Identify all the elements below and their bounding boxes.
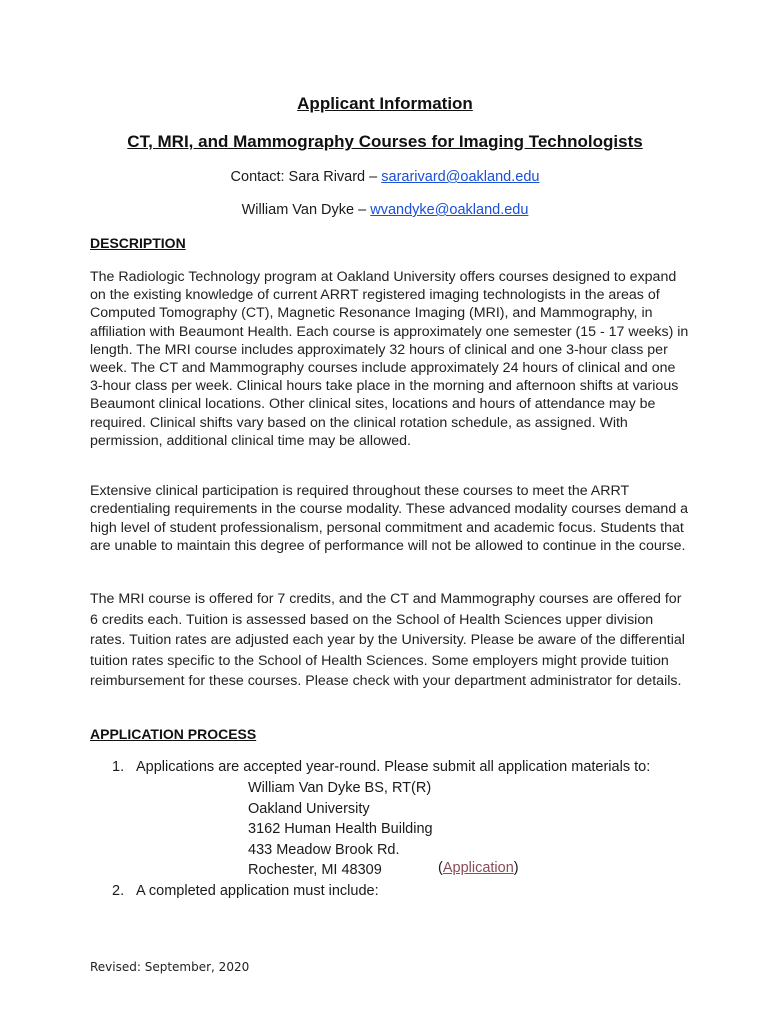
address-city: Rochester, MI 48309 bbox=[248, 862, 382, 879]
application-link[interactable]: Application bbox=[442, 860, 514, 876]
list-item bbox=[112, 759, 650, 775]
page-title: Applicant Information bbox=[297, 94, 473, 113]
address-building: 3162 Human Health Building bbox=[248, 821, 433, 838]
address-name: William Van Dyke BS, RT(R) bbox=[248, 780, 432, 796]
address-street: 433 Meadow Brook Rd. bbox=[248, 841, 400, 858]
description-paragraph-1: The Radiologic Technology program at Oakland University offers courses designed to expand on the existing knowledge of current ARRT registered imaging technologists in the areas of Computed Tomography (CT), Magnetic Resonance Imaging (MRI), and Mammography, in affiliation with Beaumont Health. Each course is approximately one semester (15 - 17 weeks) in length. The MRI course includes approximately 32 hours of clinical and one 3-hour class per week. The CT and Mammography courses include approximately 24 hours of clinical and one 3-hour class per week. Clinical hours take place in the morning and afternoon shifts at various Beaumont clinical locations. Other clinical sites, locations and hours of attendance may be required. Clinical shifts vary based on the clinical rotation schedule, as assigned. With permission, additional clinical time may be allowed. bbox=[90, 269, 689, 449]
list-item-number: 1. bbox=[112, 759, 125, 775]
application-process-heading: APPLICATION PROCESS bbox=[90, 726, 257, 742]
page-subtitle: CT, MRI, and Mammography Courses for Imaging Technologists bbox=[127, 132, 643, 151]
contact-line-1-label: Contact: Sara Rivard – bbox=[230, 169, 382, 185]
application-link-close-paren: ) bbox=[513, 860, 519, 876]
list-item bbox=[112, 883, 379, 899]
address-organization: Oakland University bbox=[248, 800, 370, 817]
description-paragraph-2: Extensive clinical participation is required throughout these courses to meet the ARRT credentialing requirements in the course modality. These advanced modality courses demand a high level of student professionalism, personal commitment and academic focus. Students that are unable to maintain this degree of performance will not be allowed to continue in the course. bbox=[90, 483, 689, 554]
revision-footer: Revised: September, 2020 bbox=[90, 960, 250, 974]
description-heading: DESCRIPTION bbox=[90, 235, 186, 251]
application-link-open-paren: ( bbox=[438, 860, 443, 876]
email-link-william-van-dyke[interactable]: wvandyke@oakland.edu bbox=[370, 202, 529, 218]
email-link-sara-rivard[interactable]: sararivard@oakland.edu bbox=[381, 169, 540, 185]
contact-line-2-label: William Van Dyke – bbox=[241, 202, 371, 218]
contact-line-2 bbox=[0, 202, 770, 218]
list-item-number: 2. bbox=[112, 883, 125, 899]
contact-line-1 bbox=[0, 169, 770, 185]
application-link-wrapper bbox=[438, 860, 519, 876]
description-paragraph-3: The MRI course is offered for 7 credits, and the CT and Mammography courses are offered for 6 credits each. Tuition is assessed based on the School of Health Sciences upper division rates. Tuition rates are adjusted each year by the University. Please be aware of the differential tuition rates specific to the School of Health Sciences. Some employers might provide tuition reimbursement for these courses. Please check with your department administrator for details. bbox=[90, 591, 685, 690]
list-item-text: A completed application must include: bbox=[136, 883, 379, 899]
list-item-text: Applications are accepted year-round. Please submit all application materials to: bbox=[136, 759, 651, 775]
mailing-address bbox=[248, 778, 433, 881]
